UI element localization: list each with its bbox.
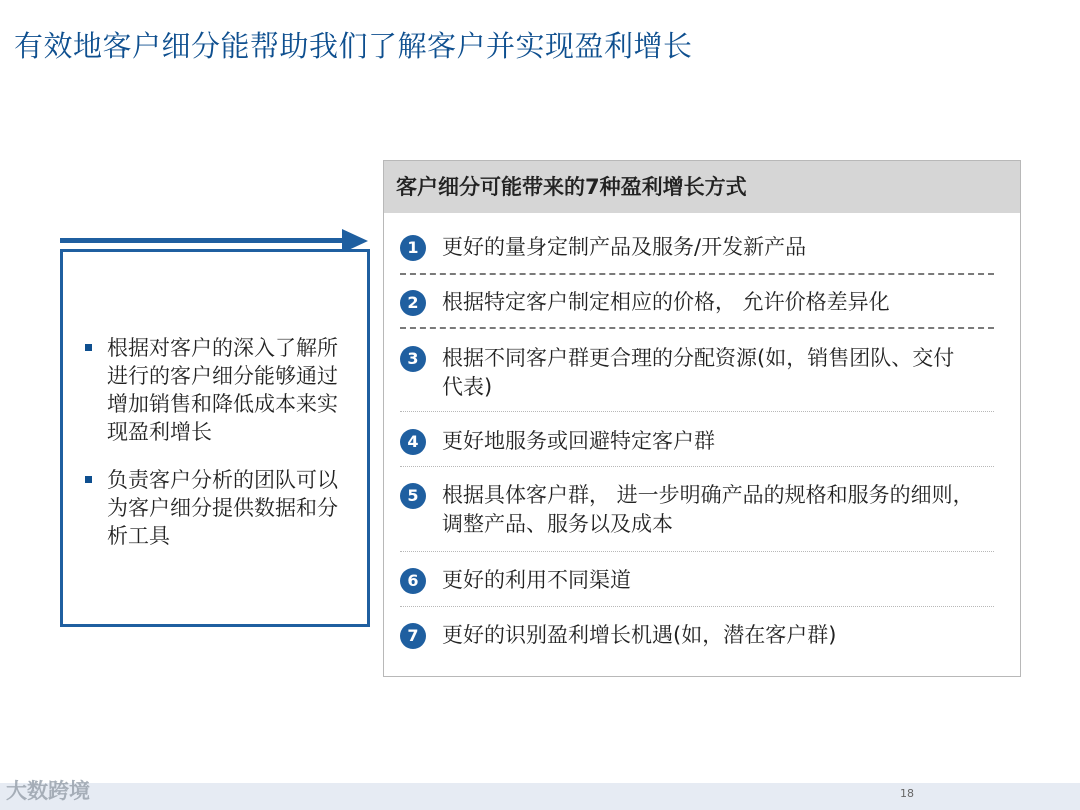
item-text: 根据特定客户制定相应的价格， 允许价格差异化 — [442, 290, 890, 314]
item-text: 更好的利用不同渠道 — [442, 568, 631, 592]
bullet-text: 负责客户分析的团队可以为客户细分提供数据和分析工具 — [107, 468, 338, 548]
number-badge: 7 — [400, 623, 426, 649]
number-badge: 6 — [400, 568, 426, 594]
bullet-text: 根据对客户的深入了解所进行的客户细分能够通过增加销售和降低成本来实现盈利增长 — [107, 336, 338, 444]
number-badge: 5 — [400, 483, 426, 509]
growth-methods-panel — [383, 160, 1021, 677]
divider — [400, 551, 994, 552]
bullet-item — [85, 334, 355, 446]
bullet-item — [85, 466, 355, 550]
number-badge: 1 — [400, 235, 426, 261]
panel-header: 客户细分可能带来的7种盈利增长方式 — [384, 161, 1020, 213]
footer-bar — [0, 783, 1080, 810]
item-text: 根据具体客户群， 进一步明确产品的规格和服务的细则，调整产品、服务以及成本 — [442, 483, 974, 536]
arrow-line — [60, 238, 360, 243]
square-bullet-icon — [85, 476, 92, 483]
item-text: 更好的量身定制产品及服务/开发新产品 — [442, 235, 807, 259]
divider — [400, 606, 994, 607]
square-bullet-icon — [85, 344, 92, 351]
divider — [400, 273, 994, 275]
page-number: 18 — [900, 787, 914, 800]
number-badge: 4 — [400, 429, 426, 455]
item-text: 更好的识别盈利增长机遇(如，潜在客户群) — [442, 623, 837, 647]
page-title: 有效地客户细分能帮助我们了解客户并实现盈利增长 — [14, 29, 693, 63]
number-badge: 3 — [400, 346, 426, 372]
item-text: 更好地服务或回避特定客户群 — [442, 429, 715, 453]
watermark: 大数跨境 — [6, 779, 90, 803]
summary-bullets — [85, 334, 355, 570]
divider — [400, 411, 994, 412]
number-badge: 2 — [400, 290, 426, 316]
item-text: 根据不同客户群更合理的分配资源(如，销售团队、交付代表) — [442, 346, 955, 399]
summary-box — [60, 249, 370, 627]
divider — [400, 327, 994, 329]
divider — [400, 466, 994, 467]
